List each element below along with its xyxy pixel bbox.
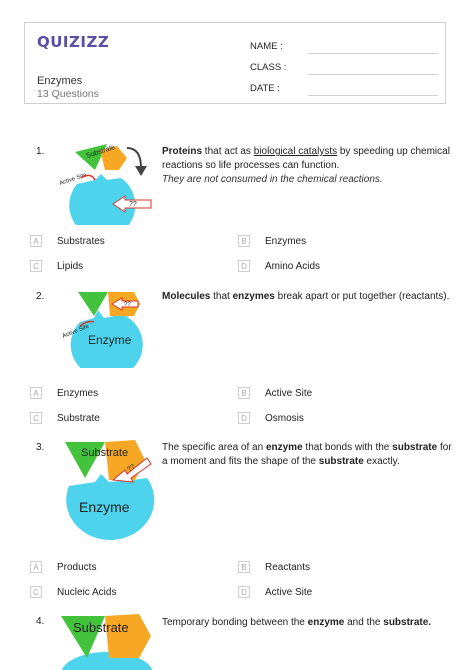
substrate-label: Substrate (73, 620, 129, 635)
answer-option[interactable]: A Enzymes (30, 387, 230, 401)
text-plain: for a moment and fits the shape of the (162, 442, 452, 467)
text-plain: Temporary bonding between the (162, 617, 308, 628)
text-underlined: biological catalysts (253, 146, 338, 157)
question-text (162, 616, 452, 630)
date-field[interactable] (308, 95, 438, 96)
text-bold: enzymes (232, 291, 275, 302)
answer-option[interactable]: D Active Site (238, 586, 438, 600)
date-label: DATE : (250, 83, 280, 94)
text-bold: enzyme (265, 442, 303, 453)
mystery-label: ?? (124, 302, 131, 308)
text-plain: by speeding up chemical reactions so life processes can function. (162, 146, 450, 171)
enzyme-diagram-image (55, 140, 155, 225)
substrate-label: Substrate (85, 143, 117, 160)
name-label: NAME : (250, 41, 283, 52)
answer-option[interactable]: D Amino Acids (238, 260, 438, 274)
active-site-label: Active Site (61, 323, 91, 340)
enzyme-diagram-image (55, 438, 160, 548)
question-number: 4. (36, 616, 45, 627)
text-plain: that act as (202, 146, 254, 157)
name-field[interactable] (308, 53, 438, 54)
answer-option[interactable]: C Lipids (30, 260, 230, 274)
enzyme-label: Enzyme (88, 333, 132, 347)
answer-option[interactable]: C Nucleic Acids (30, 586, 230, 600)
active-site-label: Active Site (58, 172, 88, 187)
class-label: CLASS : (250, 62, 287, 73)
answer-option[interactable]: B Active Site (238, 387, 438, 401)
question-text (162, 290, 452, 304)
text-bold: substrate. (383, 617, 432, 628)
text-bold: Proteins (162, 146, 203, 157)
text-bold: Molecules (162, 291, 211, 302)
mystery-label: ?? (129, 201, 137, 208)
answer-option[interactable]: C Substrate (30, 412, 230, 426)
text-plain: exactly. (363, 456, 400, 467)
answer-option[interactable]: A Substrates (30, 235, 230, 249)
class-field[interactable] (308, 74, 438, 75)
text-plain: that (210, 291, 233, 302)
enzyme-diagram-image (55, 612, 160, 670)
text-plain: break apart or put together (reactants). (274, 291, 450, 302)
text-plain: The specific area of an (162, 442, 266, 453)
enzyme-diagram-image (58, 288, 150, 368)
question-text (162, 441, 452, 469)
answer-option[interactable]: B Enzymes (238, 235, 438, 249)
worksheet-header (24, 22, 446, 104)
text-bold: enzyme (307, 617, 345, 628)
answer-option[interactable]: D Osmosis (238, 412, 438, 426)
question-text (162, 145, 452, 187)
answer-option[interactable]: A Products (30, 561, 230, 575)
text-plain: and the (344, 617, 384, 628)
question-number: 1. (36, 146, 45, 157)
mystery-label: ?? (126, 463, 137, 474)
question-note: They are not consumed in the chemical reactions. (162, 174, 383, 185)
question-number: 3. (36, 442, 45, 453)
worksheet-title: Enzymes (37, 75, 83, 87)
question-count: 13 Questions (37, 88, 99, 100)
substrate-label: Substrate (81, 447, 129, 459)
text-plain: that bonds with the (302, 442, 393, 453)
text-bold: substrate (392, 442, 438, 453)
quizizz-logo: QUIZIZZ (37, 33, 110, 51)
enzyme-label: Enzyme (79, 499, 130, 515)
text-bold: substrate (318, 456, 364, 467)
answer-option[interactable]: B Reactants (238, 561, 438, 575)
question-number: 2. (36, 291, 45, 302)
